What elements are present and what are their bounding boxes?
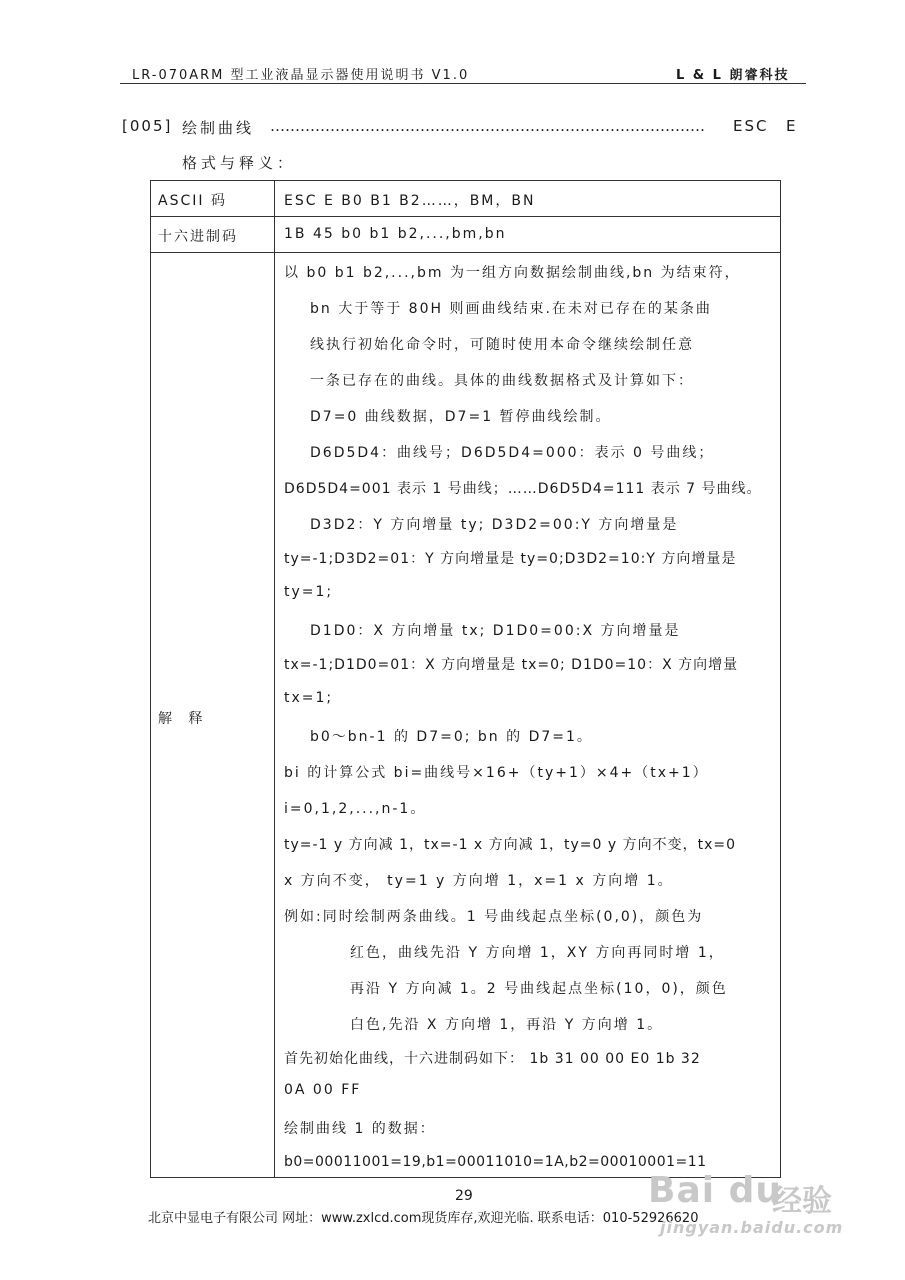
explain-line: 一条已存在的曲线。具体的曲线数据格式及计算如下： xyxy=(310,373,694,389)
explain-line: x 方向不变， ty=1 y 方向增 1，x=1 x 方向增 1。 xyxy=(284,873,674,889)
section-command-letter: E xyxy=(786,117,796,135)
hex-label: 十六进制码 xyxy=(158,229,238,245)
header-divider xyxy=(120,83,806,84)
explain-line: ty=-1;D3D2=01：Y 方向增量是 ty=0;D3D2=10:Y 方向增量是 xyxy=(284,551,737,567)
explain-line: D3D2：Y 方向增量 ty; D3D2=00:Y 方向增量是 xyxy=(310,517,679,533)
explain-label: 解 释 xyxy=(158,711,209,727)
explain-line: 再沿 Y 方向减 1。2 号曲线起点坐标(10，0)，颜色 xyxy=(350,981,728,997)
section-number: [005] xyxy=(122,117,173,135)
table-border-mid xyxy=(274,180,275,1178)
table-border-left xyxy=(150,180,151,1178)
page-number: 29 xyxy=(455,1188,473,1204)
section-leader-dots: …………………………………………………………………………… xyxy=(270,117,705,135)
explain-line: D1D0：X 方向增量 tx; D1D0=00:X 方向增量是 xyxy=(310,623,681,639)
explain-line: 红色，曲线先沿 Y 方向增 1，XY 方向再同时增 1， xyxy=(350,945,725,961)
explain-line: D7=0 曲线数据，D7=1 暂停曲线绘制。 xyxy=(310,409,612,425)
explain-line: 首先初始化曲线，十六进制码如下： 1b 31 00 00 E0 1b 32 xyxy=(284,1051,701,1067)
footer-contact: 北京中显电子有限公司 网址：www.zxlcd.com现货库存,欢迎光临. 联系电话：010-52926620 xyxy=(148,1211,699,1226)
table-border-top xyxy=(150,180,781,181)
explain-line: bn 大于等于 80H 则画曲线结束.在未对已存在的某条曲 xyxy=(310,301,712,317)
ascii-label: ASCII 码 xyxy=(158,193,227,209)
format-heading: 格式与释义： xyxy=(182,154,297,172)
explain-line: D6D5D4：曲线号；D6D5D4=000：表示 0 号曲线； xyxy=(310,445,715,461)
company-name: L & L 朗睿科技 xyxy=(676,68,790,83)
watermark-logo-cn: 经验 xyxy=(772,1184,832,1219)
baidu-watermark xyxy=(640,1160,860,1250)
explain-line: ty=1; xyxy=(284,584,334,600)
explain-line: D6D5D4=001 表示 1 号曲线；……D6D5D4=111 表示 7 号曲线。 xyxy=(284,481,762,497)
explain-line: 线执行初始化命令时，可随时使用本命令继续绘制任意 xyxy=(310,337,694,353)
explain-line: tx=1; xyxy=(284,690,334,706)
watermark-logo: Bai du xyxy=(648,1170,783,1211)
explain-line: 例如:同时绘制两条曲线。1 号曲线起点坐标(0,0)，颜色为 xyxy=(284,909,704,925)
watermark-url: jingyan.baidu.com xyxy=(660,1218,844,1237)
section-title: 绘制曲线 xyxy=(182,119,255,137)
explain-line: bi 的计算公式 bi=曲线号×16+（ty+1）×4+（tx+1） xyxy=(284,765,709,781)
section-command: ESC xyxy=(733,117,769,135)
table-border-row2 xyxy=(150,252,781,253)
explain-line: 白色,先沿 X 方向增 1，再沿 Y 方向增 1。 xyxy=(350,1017,664,1033)
table-border-right xyxy=(780,180,781,1178)
explain-line: i=0,1,2,...,n-1。 xyxy=(284,801,427,817)
hex-value: 1B 45 b0 b1 b2,...,bm,bn xyxy=(284,226,507,242)
table-border-row1 xyxy=(150,216,781,217)
explain-line: b0=00011001=19,b1=00011010=1A,b2=00010001=11 xyxy=(284,1154,707,1170)
explain-line: 以 b0 b1 b2,...,bm 为一组方向数据绘制曲线,bn 为结束符， xyxy=(284,265,741,281)
explain-line: ty=-1 y 方向减 1，tx=-1 x 方向减 1，ty=0 y 方向不变，tx=0 xyxy=(284,837,737,853)
explain-line: 绘制曲线 1 的数据： xyxy=(284,1121,436,1137)
explain-line: 0A 00 FF xyxy=(284,1082,362,1098)
explain-line: b0～bn-1 的 D7=0; bn 的 D7=1。 xyxy=(310,729,593,745)
explain-line: tx=-1;D1D0=01：X 方向增量是 tx=0; D1D0=10：X 方向增量 xyxy=(284,657,739,673)
document-title: LR-070ARM 型工业液晶显示器使用说明书 V1.0 xyxy=(132,68,470,83)
ascii-value: ESC E B0 B1 B2……，BM，BN xyxy=(284,193,536,209)
